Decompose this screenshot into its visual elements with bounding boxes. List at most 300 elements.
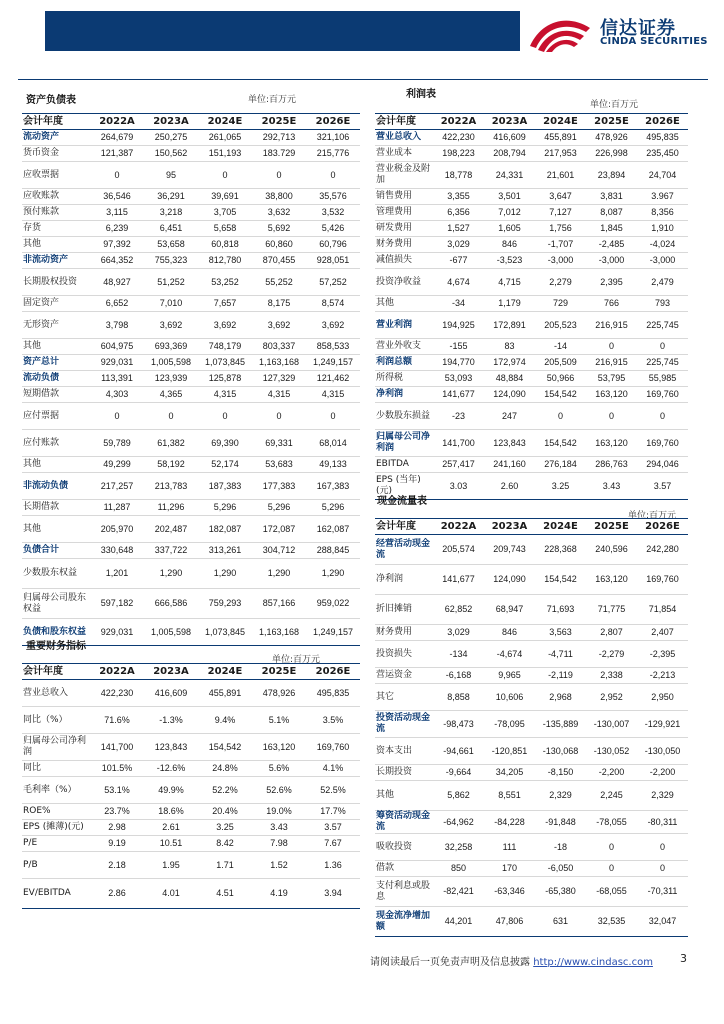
row-label: 长期借款 (22, 500, 90, 516)
table-row (22, 162, 360, 189)
cell-value: 1.36 (306, 852, 360, 879)
table-row (22, 680, 360, 707)
row-label: 营业外收支 (375, 339, 433, 355)
table-row (22, 237, 360, 253)
cell-value: 8,356 (637, 205, 688, 221)
cell-value: 154,542 (535, 565, 586, 595)
cell-value: 4.19 (252, 879, 306, 909)
balance-sheet-table (22, 113, 360, 646)
cell-value: 313,261 (198, 543, 252, 559)
cell-value: 3,632 (252, 205, 306, 221)
row-label: 同比（%） (22, 707, 90, 734)
cell-value: 6,239 (90, 221, 144, 237)
row-label: 营运资金 (375, 668, 433, 684)
table-row (375, 371, 688, 387)
table-row (22, 403, 360, 430)
cell-value: 226,998 (586, 146, 637, 162)
cell-value: 264,679 (90, 130, 144, 146)
cell-value: -2,200 (586, 765, 637, 781)
row-label: 折旧摊销 (375, 595, 433, 625)
cell-value: 3.43 (586, 473, 637, 500)
cell-value: 169,760 (637, 565, 688, 595)
table-row (375, 565, 688, 595)
cell-value: 3.5% (306, 707, 360, 734)
cell-value: 631 (535, 907, 586, 937)
cell-value: 755,323 (144, 253, 198, 269)
cell-value: -80,311 (637, 811, 688, 834)
cell-value: 0 (586, 861, 637, 877)
ratios-title: 重要财务指标 (26, 641, 86, 652)
table-row (22, 777, 360, 804)
table-row (22, 804, 360, 820)
row-label: 流动资产 (22, 130, 90, 146)
table-row (22, 355, 360, 371)
cell-value: 183.729 (252, 146, 306, 162)
table-row (22, 707, 360, 734)
row-label: 负债和股东权益 (22, 619, 90, 646)
cell-value: 23.7% (90, 804, 144, 820)
table-row (22, 457, 360, 473)
row-label: P/E (22, 836, 90, 852)
cell-value: -2,395 (637, 641, 688, 668)
row-label: 无形资产 (22, 312, 90, 339)
cell-value: -3,000 (586, 253, 637, 269)
cell-value: 4,715 (484, 269, 535, 296)
cell-value: 217,953 (535, 146, 586, 162)
cell-value: 604,975 (90, 339, 144, 355)
row-label: 预付账款 (22, 205, 90, 221)
row-label: 非流动负债 (22, 473, 90, 500)
row-label: 长期股权投资 (22, 269, 90, 296)
row-label: 负债合计 (22, 543, 90, 559)
table-row (22, 387, 360, 403)
cell-value: 9.19 (90, 836, 144, 852)
cell-value: 216,915 (586, 355, 637, 371)
cell-value: 261,065 (198, 130, 252, 146)
row-label: 营业总收入 (375, 130, 433, 146)
cell-value: 0 (252, 162, 306, 189)
cell-value: 8.42 (198, 836, 252, 852)
table-row (22, 473, 360, 500)
cell-value: 250,275 (144, 130, 198, 146)
header-year: 2026E (637, 519, 688, 535)
table-row (22, 879, 360, 909)
table-row (375, 641, 688, 668)
cell-value: 241,160 (484, 457, 535, 473)
cell-value: 3,355 (433, 189, 484, 205)
cell-value: 729 (535, 296, 586, 312)
cell-value: 10,606 (484, 684, 535, 711)
cell-value: 9,965 (484, 668, 535, 684)
cell-value: -70,311 (637, 877, 688, 907)
cell-value: 0 (90, 403, 144, 430)
cell-value: 0 (535, 403, 586, 430)
cell-value: 3,563 (535, 625, 586, 641)
row-label: 吸收投资 (375, 834, 433, 861)
cell-value: 0 (637, 834, 688, 861)
row-label: 减值损失 (375, 253, 433, 269)
cell-value: 0 (252, 403, 306, 430)
cell-value: -130,068 (535, 738, 586, 765)
cell-value: 3.03 (433, 473, 484, 500)
table-row (375, 877, 688, 907)
cell-value: 2.60 (484, 473, 535, 500)
cell-value: 21,601 (535, 162, 586, 189)
cell-value: 2,329 (535, 781, 586, 811)
cell-value: 2,950 (637, 684, 688, 711)
cell-value: 7,010 (144, 296, 198, 312)
cell-value: 60,796 (306, 237, 360, 253)
cell-value: 150,562 (144, 146, 198, 162)
cell-value: 0 (198, 162, 252, 189)
cell-value: -4,024 (637, 237, 688, 253)
cell-value: 0 (306, 403, 360, 430)
cell-value: 478,926 (586, 130, 637, 146)
row-label: 营业成本 (375, 146, 433, 162)
cell-value: 7.98 (252, 836, 306, 852)
cell-value: 125,878 (198, 371, 252, 387)
cell-value: 53,093 (433, 371, 484, 387)
table-row (375, 189, 688, 205)
cell-value: 213,783 (144, 473, 198, 500)
table-row (375, 811, 688, 834)
cell-value: 1,845 (586, 221, 637, 237)
table-row (375, 595, 688, 625)
cell-value: 5,426 (306, 221, 360, 237)
cashflow-unit: 单位:百万元 (628, 511, 677, 521)
cell-value: -65,380 (535, 877, 586, 907)
cell-value: 0 (306, 162, 360, 189)
cell-value: -134 (433, 641, 484, 668)
cell-value: 1,005,598 (144, 355, 198, 371)
row-label: P/B (22, 852, 90, 879)
header-year: 2026E (637, 114, 688, 130)
cell-value: 53,683 (252, 457, 306, 473)
row-label: ROE% (22, 804, 90, 820)
cell-value: 61,382 (144, 430, 198, 457)
cell-value: 50,966 (535, 371, 586, 387)
table-row (22, 253, 360, 269)
table-row (375, 146, 688, 162)
cell-value: 49,133 (306, 457, 360, 473)
cell-value: 240,596 (586, 535, 637, 565)
table-row (375, 684, 688, 711)
cell-value: -18 (535, 834, 586, 861)
cell-value: 163,120 (586, 565, 637, 595)
row-label: 其他 (22, 339, 90, 355)
cell-value: 0 (637, 403, 688, 430)
header-label: 会计年度 (375, 114, 433, 130)
cell-value: 0 (586, 339, 637, 355)
cell-value: 69,390 (198, 430, 252, 457)
cell-value: 1,163,168 (252, 355, 306, 371)
row-label: 利润总额 (375, 355, 433, 371)
table-row (375, 457, 688, 473)
cell-value: 7,657 (198, 296, 252, 312)
cell-value: -4,711 (535, 641, 586, 668)
cell-value: 929,031 (90, 355, 144, 371)
cell-value: 121,387 (90, 146, 144, 162)
cell-value: 60,818 (198, 237, 252, 253)
footer-disclaimer (370, 953, 653, 968)
cell-value: -64,962 (433, 811, 484, 834)
table-row (375, 861, 688, 877)
cell-value: 38,800 (252, 189, 306, 205)
cell-value: 202,487 (144, 516, 198, 543)
cell-value: 52.2% (198, 777, 252, 804)
cell-value: 205,523 (535, 312, 586, 339)
table-row (22, 761, 360, 777)
cell-value: 154,542 (198, 734, 252, 761)
cell-value: 5,296 (198, 500, 252, 516)
table-row (22, 543, 360, 559)
cell-value: 124,090 (484, 565, 535, 595)
cell-value: -12.6% (144, 761, 198, 777)
cell-value: 3.25 (535, 473, 586, 500)
cell-value: 0 (637, 861, 688, 877)
table-row (22, 312, 360, 339)
cell-value: 846 (484, 625, 535, 641)
cell-value: 7,127 (535, 205, 586, 221)
cell-value: 803,337 (252, 339, 306, 355)
header-year: 2023A (484, 519, 535, 535)
cell-value: 60,860 (252, 237, 306, 253)
header-year: 2023A (144, 664, 198, 680)
row-label: 存货 (22, 221, 90, 237)
row-label: 营业税金及附加 (375, 162, 433, 189)
cell-value: 208,794 (484, 146, 535, 162)
cell-value: 48,884 (484, 371, 535, 387)
cell-value: 1,290 (306, 559, 360, 589)
cell-value: 0 (586, 834, 637, 861)
cell-value: 71.6% (90, 707, 144, 734)
brand-name-cn: 信达证券 (600, 18, 676, 39)
cell-value: 294,046 (637, 457, 688, 473)
cell-value: 0 (586, 403, 637, 430)
cell-value: 0 (90, 162, 144, 189)
cell-value: 1,605 (484, 221, 535, 237)
cell-value: 846 (484, 237, 535, 253)
row-label: 资本支出 (375, 738, 433, 765)
cell-value: 2,968 (535, 684, 586, 711)
cell-value: 5.1% (252, 707, 306, 734)
table-row (375, 765, 688, 781)
cell-value: 6,652 (90, 296, 144, 312)
cell-value: 23,894 (586, 162, 637, 189)
cell-value: -6,168 (433, 668, 484, 684)
cell-value: 1.71 (198, 852, 252, 879)
cell-value: 1.95 (144, 852, 198, 879)
cell-value: 124,090 (484, 387, 535, 403)
cell-value: 19.0% (252, 804, 306, 820)
cell-value: 276,184 (535, 457, 586, 473)
cell-value: -6,050 (535, 861, 586, 877)
row-label: EV/EBITDA (22, 879, 90, 909)
cell-value: 3,115 (90, 205, 144, 221)
cell-value: -4,674 (484, 641, 535, 668)
cell-value: 141,677 (433, 387, 484, 403)
cell-value: 163,120 (586, 387, 637, 403)
cell-value: -1.3% (144, 707, 198, 734)
cell-value: 1,179 (484, 296, 535, 312)
cell-value: 3,831 (586, 189, 637, 205)
cell-value: 169,760 (637, 387, 688, 403)
table-row (22, 516, 360, 543)
row-label: 归属母公司净利润 (22, 734, 90, 761)
cell-value: 205,970 (90, 516, 144, 543)
cell-value: 748,179 (198, 339, 252, 355)
cell-value: 32,258 (433, 834, 484, 861)
cell-value: 1,290 (252, 559, 306, 589)
header-year: 2023A (484, 114, 535, 130)
row-label: EBITDA (375, 457, 433, 473)
cell-value: 1,290 (198, 559, 252, 589)
cell-value: 5,692 (252, 221, 306, 237)
cell-value: 1,073,845 (198, 355, 252, 371)
row-label: 非流动资产 (22, 253, 90, 269)
cell-value: 1,249,157 (306, 619, 360, 646)
cell-value: 1,527 (433, 221, 484, 237)
table-row (22, 559, 360, 589)
cell-value: 3,029 (433, 625, 484, 641)
cell-value: -3,523 (484, 253, 535, 269)
cell-value: -3,000 (637, 253, 688, 269)
table-row (375, 781, 688, 811)
table-row (22, 339, 360, 355)
row-label: 投资净收益 (375, 269, 433, 296)
row-label: 研发费用 (375, 221, 433, 237)
income-unit: 单位:百万元 (590, 100, 639, 110)
cell-value: -130,052 (586, 738, 637, 765)
cell-value: 1.52 (252, 852, 306, 879)
cell-value: 172,891 (484, 312, 535, 339)
cell-value: 1,163,168 (252, 619, 306, 646)
header-year: 2022A (433, 519, 484, 535)
balance-title: 资产负债表 (26, 95, 76, 106)
cell-value: -63,346 (484, 877, 535, 907)
row-label: 少数股东权益 (22, 559, 90, 589)
page-number: 3 (680, 952, 687, 965)
cell-value: 292,713 (252, 130, 306, 146)
cell-value: 55,985 (637, 371, 688, 387)
cell-value: 39,691 (198, 189, 252, 205)
table-row (375, 130, 688, 146)
cell-value: 455,891 (198, 680, 252, 707)
table-row (22, 221, 360, 237)
cell-value: 0 (198, 403, 252, 430)
cell-value: 123,939 (144, 371, 198, 387)
row-label: 销售费用 (375, 189, 433, 205)
cell-value: 793 (637, 296, 688, 312)
cell-value: -120,851 (484, 738, 535, 765)
cell-value: 422,230 (433, 130, 484, 146)
cell-value: 177,383 (252, 473, 306, 500)
cell-value: 51,252 (144, 269, 198, 296)
cell-value: 141,677 (433, 565, 484, 595)
table-header-row (375, 519, 688, 535)
row-label: 应付票据 (22, 403, 90, 430)
cell-value: 3,692 (198, 312, 252, 339)
cell-value: 3,532 (306, 205, 360, 221)
table-row (375, 738, 688, 765)
row-label: 筹资活动现金流 (375, 811, 433, 834)
cell-value: 2,807 (586, 625, 637, 641)
cell-value: 5,658 (198, 221, 252, 237)
table-row (22, 430, 360, 457)
cell-value: 2,479 (637, 269, 688, 296)
cell-value: 304,712 (252, 543, 306, 559)
cell-value: 8,087 (586, 205, 637, 221)
cell-value: 209,743 (484, 535, 535, 565)
row-label: 资产总计 (22, 355, 90, 371)
header-year: 2025E (252, 114, 306, 130)
cell-value: 666,586 (144, 589, 198, 619)
row-label: 其他 (22, 516, 90, 543)
cell-value: -34 (433, 296, 484, 312)
cell-value: 49.9% (144, 777, 198, 804)
cell-value: 2,338 (586, 668, 637, 684)
cell-value: 35,576 (306, 189, 360, 205)
cell-value: 172,974 (484, 355, 535, 371)
cell-value: 34,205 (484, 765, 535, 781)
row-label: 财务费用 (375, 237, 433, 253)
footer-link[interactable]: http://www.cindasc.com (533, 957, 653, 968)
row-label: 营业总收入 (22, 680, 90, 707)
balance-unit: 单位:百万元 (248, 95, 297, 105)
cell-value: -9,664 (433, 765, 484, 781)
header-label: 会计年度 (22, 114, 90, 130)
cell-value: 3,692 (252, 312, 306, 339)
cell-value: -94,661 (433, 738, 484, 765)
cell-value: 24.8% (198, 761, 252, 777)
cell-value: 48,927 (90, 269, 144, 296)
row-label: 货币资金 (22, 146, 90, 162)
cell-value: 20.4% (198, 804, 252, 820)
cell-value: 154,542 (535, 430, 586, 457)
cell-value: 3,218 (144, 205, 198, 221)
table-row (375, 162, 688, 189)
table-row (375, 387, 688, 403)
cell-value: 857,166 (252, 589, 306, 619)
table-row (22, 296, 360, 312)
cell-value: 53,658 (144, 237, 198, 253)
cell-value: 4,315 (252, 387, 306, 403)
cell-value: 2,279 (535, 269, 586, 296)
cell-value: 455,891 (535, 130, 586, 146)
table-header-row (375, 114, 688, 130)
table-row (22, 836, 360, 852)
cell-value: 58,192 (144, 457, 198, 473)
cell-value: 416,609 (484, 130, 535, 146)
table-row (22, 589, 360, 619)
row-label: 其他 (22, 237, 90, 253)
row-label: 应收票据 (22, 162, 90, 189)
cell-value: 52.6% (252, 777, 306, 804)
cell-value: 205,574 (433, 535, 484, 565)
row-label: 其他 (22, 457, 90, 473)
table-row (22, 269, 360, 296)
header-year: 2025E (252, 664, 306, 680)
cell-value: 52.5% (306, 777, 360, 804)
cell-value: -82,421 (433, 877, 484, 907)
cell-value: 242,280 (637, 535, 688, 565)
cell-value: 57,252 (306, 269, 360, 296)
cell-value: 2,395 (586, 269, 637, 296)
cell-value: 416,609 (144, 680, 198, 707)
cell-value: 24,704 (637, 162, 688, 189)
cell-value: 36,291 (144, 189, 198, 205)
cell-value: 121,462 (306, 371, 360, 387)
